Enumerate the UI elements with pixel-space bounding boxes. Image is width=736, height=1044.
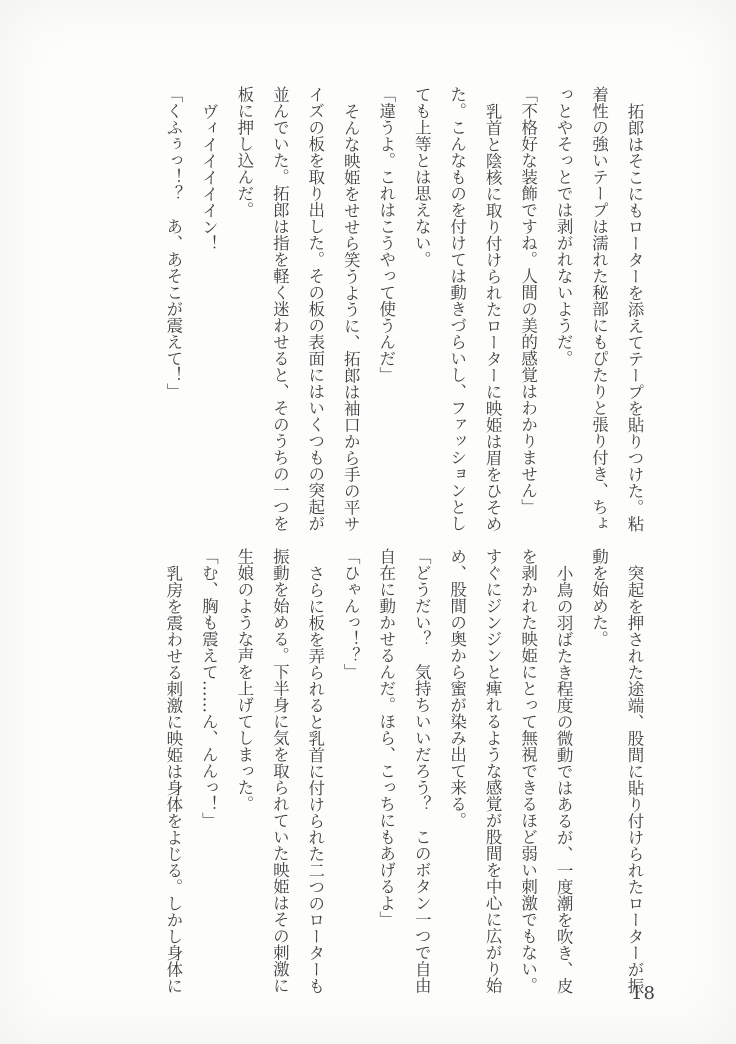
page-number: 18 <box>631 983 656 1004</box>
paragraph: 「不格好な装飾ですね。人間の美的感覚はわかりません」 <box>518 86 538 515</box>
paragraph: 乳房を震わせる刺激に映姫は身体をよじる。しかし身体に <box>163 564 183 994</box>
text-block-top <box>147 86 652 539</box>
paragraph: 「くふぅっ！？ あ、あそこが震えて！」 <box>163 86 183 400</box>
paragraph: 突起を押された途端、股間に貼り付けられたローターが振動を始めた。 <box>589 548 644 994</box>
paragraph: 小鳥の羽ばたき程度の微動ではあるが、一度潮を吹き、皮を剥かれた映姫にとって無視できるほど弱い刺激でもない。すぐにジンジンと痺れるような感覚が股間を中心に広がり始め、股間の奥から蜜が染み出て来る。 <box>447 548 574 994</box>
paragraph: そんな映姫をせせら笑うように、拓郎は袖口から手の平サイズの板を取り出した。その板の表面にはいくつもの突起が並んでいた。拓郎は指を軽く迷わせると、そのうちの一つを板に押し込んだ。 <box>234 86 361 532</box>
paragraph: 「どうだい？ 気持ちいいだろう？ このボタン一つで自由自在に動かせるんだ。ほら、こっちにもあげるよ」 <box>376 548 432 994</box>
paragraph: 乳首と陰核に取り付けられたローターに映姫は眉をひそめた。こんなものを付けては動きづらいし、ファッションとしても上等とは思えない。 <box>412 86 503 532</box>
paragraph: さらに板を弄られると乳首に付けられた二つのローターも振動を始める。下半身に気を取られていた映姫はその刺激に生娘のような声を上げてしまった。 <box>234 548 325 994</box>
text-block-bottom <box>147 548 652 1001</box>
paragraph: 「ひゃんっ！？」 <box>341 548 361 680</box>
paragraph: 「む、胸も震えて……ん、んんっ！」 <box>199 548 219 829</box>
paragraph: 拓郎はそこにもローターを添えてテープを貼りつけた。粘着性の強いテープは濡れた秘部にもぴたりと張り付き、ちょっとやそっとでは剥がれないようだ。 <box>554 86 644 532</box>
paragraph: 「違うよ。これはこうやって使うんだ」 <box>376 86 396 383</box>
paragraph: ヴィイイイイイン！ <box>199 102 219 251</box>
